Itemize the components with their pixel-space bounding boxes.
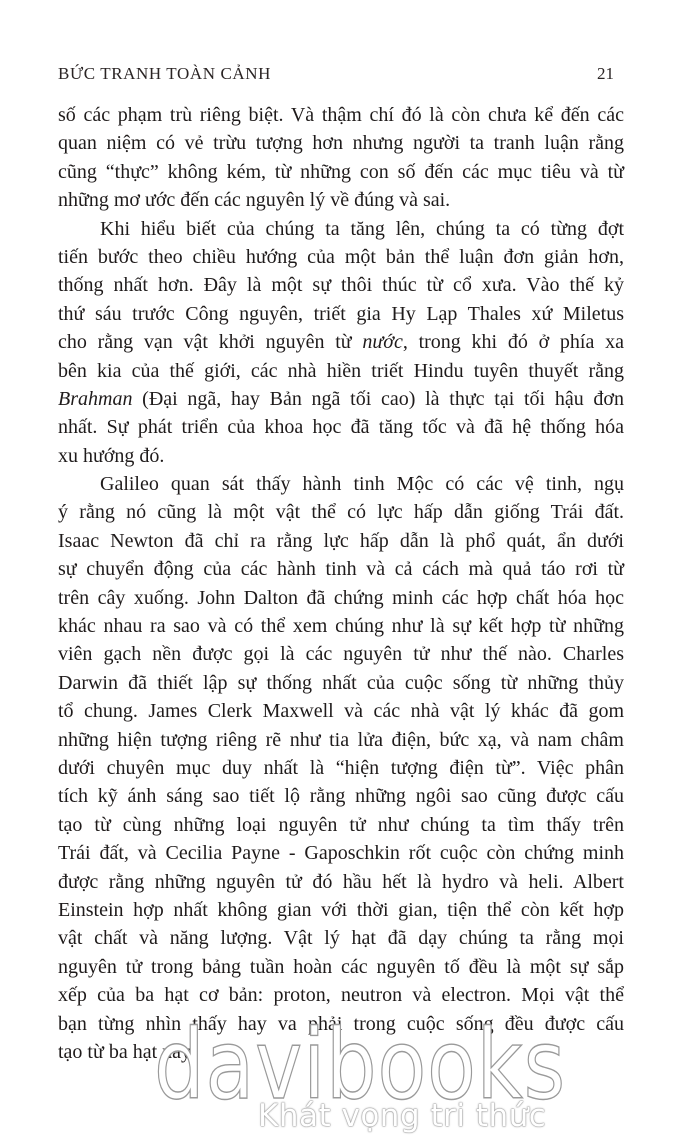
text-line: cũng “thực” không kém, từ những con số đến các mục tiêu và từ bbox=[58, 160, 624, 183]
text-line: Trái đất, và Cecilia Payne - Gaposchkin rốt cuộc còn chứng minh bbox=[58, 842, 624, 865]
text-line: nhất. Sự phát triển của khoa học đã tăng tốc và đã hệ thống hóa bbox=[58, 416, 624, 439]
text-line: tích kỹ ánh sáng sao tiết lộ rằng những ngôi sao cũng được cấu bbox=[58, 785, 624, 808]
text-line: viên gạch nền được gọi là các nguyên tử như thế nào. Charles bbox=[58, 643, 624, 666]
text-line: thứ sáu trước Công nguyên, triết gia Hy Lạp Thales xứ Miletus bbox=[58, 302, 624, 325]
watermark-tagline: Khát vọng tri thức bbox=[258, 1098, 547, 1134]
text-line: thống nhất hơn. Đây là một sự thôi thúc từ cổ xưa. Vào thế kỷ bbox=[58, 274, 624, 297]
text-line bbox=[58, 328, 624, 356]
text-line: sự chuyển động của các hành tinh và cả cách mà quả táo rơi từ bbox=[58, 558, 624, 581]
text-line: tạo từ cùng những loại nguyên tử như chúng ta tìm thấy trên bbox=[58, 813, 624, 836]
text-line: khác nhau ra sao và có thể xem chúng như là sự kết hợp từ những bbox=[58, 615, 624, 638]
text-line: Isaac Newton đã chỉ ra rằng lực hấp dẫn là phổ quát, ẩn dưới bbox=[58, 529, 624, 552]
page-number: 21 bbox=[597, 64, 614, 83]
text-line: quan niệm có vẻ trừu tượng hơn nhưng người ta tranh luận rằng bbox=[58, 132, 624, 155]
text-line: Khi hiểu biết của chúng ta tăng lên, chúng ta có từng đợt bbox=[100, 217, 624, 240]
text-line bbox=[58, 385, 624, 413]
text-line: Darwin đã thiết lập sự thống nhất của cuộc sống từ những thủy bbox=[58, 671, 624, 694]
watermark-logo bbox=[150, 1012, 570, 1112]
text-segment: cho rằng vạn vật khởi nguyên từ bbox=[58, 331, 363, 354]
text-line: Einstein hợp nhất không gian với thời gian, tiện thể còn kết hợp bbox=[58, 898, 624, 921]
text-line: nguyên tử trong bảng tuần hoàn các nguyên tố đều là một sự sắp bbox=[58, 955, 624, 978]
watermark-logo-text: davibooks bbox=[154, 1012, 566, 1112]
text-line: xếp của ba hạt cơ bản: proton, neutron và electron. Mọi vật thể bbox=[58, 984, 624, 1007]
text-line: Galileo quan sát thấy hành tinh Mộc có các vệ tinh, ngụ bbox=[100, 473, 624, 496]
text-line: bạn từng nhìn thấy hay va phải trong cuộc sống đều được cấu bbox=[58, 1012, 624, 1035]
text-line: tạo từ ba hạt này. bbox=[58, 1040, 195, 1063]
text-line: được rằng những nguyên tử đó hầu hết là hydro và heli. Albert bbox=[58, 870, 624, 893]
text-line: những mơ ước đến các nguyên lý về đúng và sai. bbox=[58, 189, 451, 212]
text-line: bên kia của thế giới, các nhà hiền triết Hindu tuyên thuyết rằng bbox=[58, 359, 624, 382]
text-line: trên cây xuống. John Dalton đã chứng minh các hợp chất hóa học bbox=[58, 586, 624, 609]
text-segment: (Đại ngã, hay Bản ngã tối cao) là thực tại tối hậu đơn bbox=[132, 387, 624, 410]
text-line: tiến bước theo chiều hướng của một bản thể luận đơn giản hơn, bbox=[58, 245, 624, 268]
text-line: số các phạm trù riêng biệt. Và thậm chí đó là còn chưa kể đến các bbox=[58, 104, 624, 126]
body-text bbox=[58, 101, 624, 1066]
text-line: những hiện tượng riêng rẽ như tia lửa điện, bức xạ, và nam châm bbox=[58, 728, 624, 751]
text-line: xu hướng đó. bbox=[58, 444, 165, 467]
text-segment: , trong khi đó ở phía xa bbox=[402, 331, 624, 354]
running-head-title: BỨC TRANH TOÀN CẢNH bbox=[58, 64, 272, 83]
italic-term: Brahman bbox=[58, 387, 133, 410]
text-line: dưới chuyên mục duy nhất là “hiện tượng điện từ”. Việc phân bbox=[58, 756, 624, 779]
text-line: ý rằng nó cũng là một vật thể có lực hấp dẫn giống Trái đất. bbox=[58, 501, 624, 524]
text-line: tổ chung. James Clerk Maxwell và các nhà vật lý khác đã gom bbox=[58, 700, 624, 723]
text-line: vật chất và năng lượng. Vật lý hạt đã dạy chúng ta rằng mọi bbox=[58, 927, 624, 950]
italic-term: nước bbox=[362, 331, 403, 354]
